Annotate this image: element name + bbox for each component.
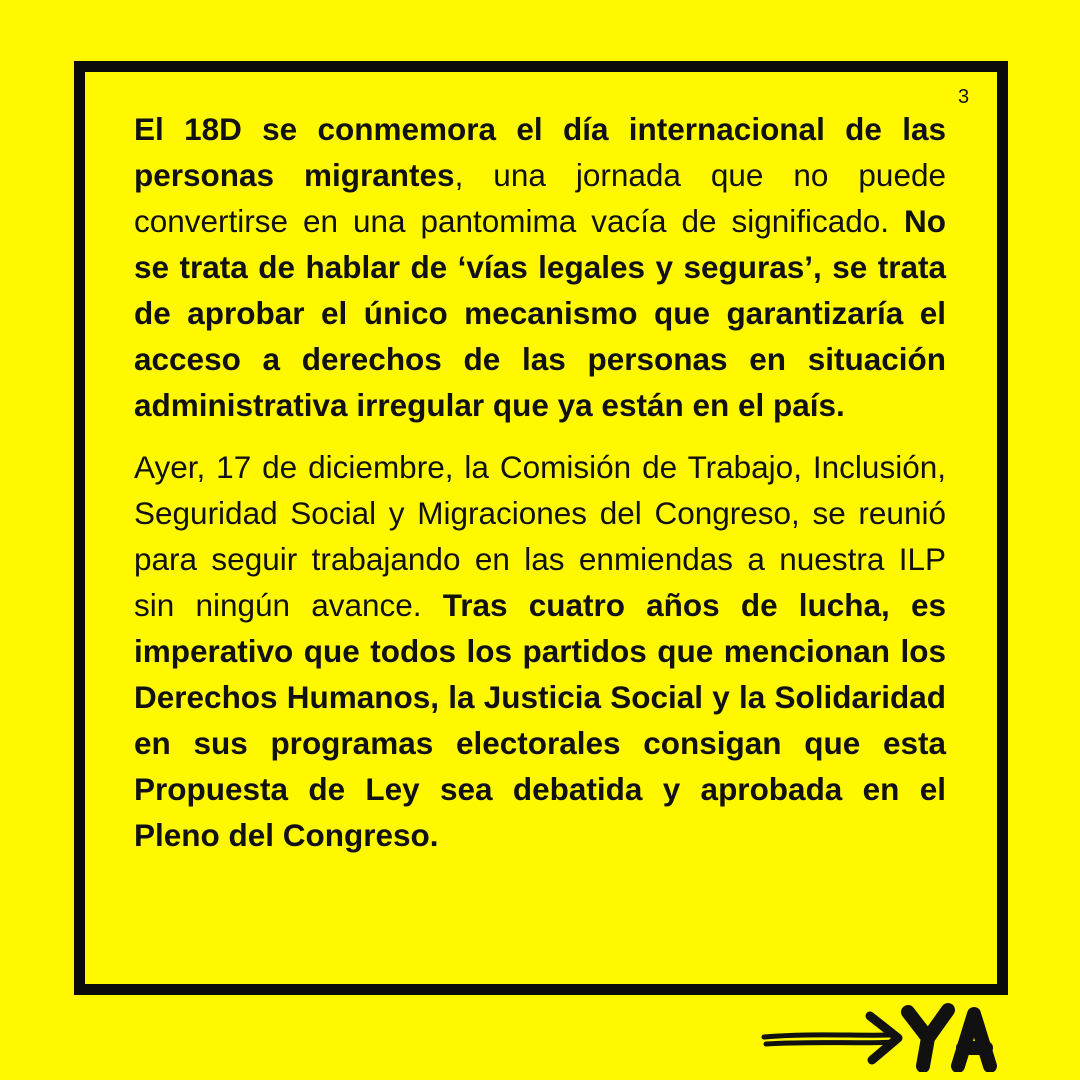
paragraph-1-normal-1: , una jornada que no puede convertirse en una pantomima vacía de significado. [134, 157, 946, 239]
paragraph-2-normal-1: Ayer, 17 de diciembre, la Comisión de Trabajo, Inclusión, Seguridad Social y Migraciones del Congreso, se reunió para seguir trabajando en las enmiendas a nuestra ILP sin ningún avance. [134, 449, 946, 623]
paragraph-2-bold-1: Tras cuatro años de lucha, es imperativo que todos los partidos que mencionan los Derechos Humanos, la Justicia Social y la Solidaridad en sus programas electorales consigan que esta Propuesta de Ley sea debatida y aprobada en el Pleno del Congreso. [134, 587, 946, 853]
ya-logo [760, 1000, 1060, 1072]
body-text [134, 106, 946, 858]
paragraph-1 [134, 106, 946, 428]
ya-logo-lettering [908, 1010, 990, 1066]
arrow-right-icon [764, 1016, 898, 1060]
paragraph-2 [134, 444, 946, 858]
page-number: 3 [958, 86, 970, 108]
paragraph-1-bold-1: El 18D se conmemora el día internacional de las personas migrantes [134, 111, 946, 193]
paragraph-1-bold-2: No se trata de hablar de ‘vías legales y seguras’, se trata de aprobar el único mecanismo que garantizaría el acceso a derechos de las personas en situación administrativa irregular que ya están en el país. [134, 203, 946, 423]
